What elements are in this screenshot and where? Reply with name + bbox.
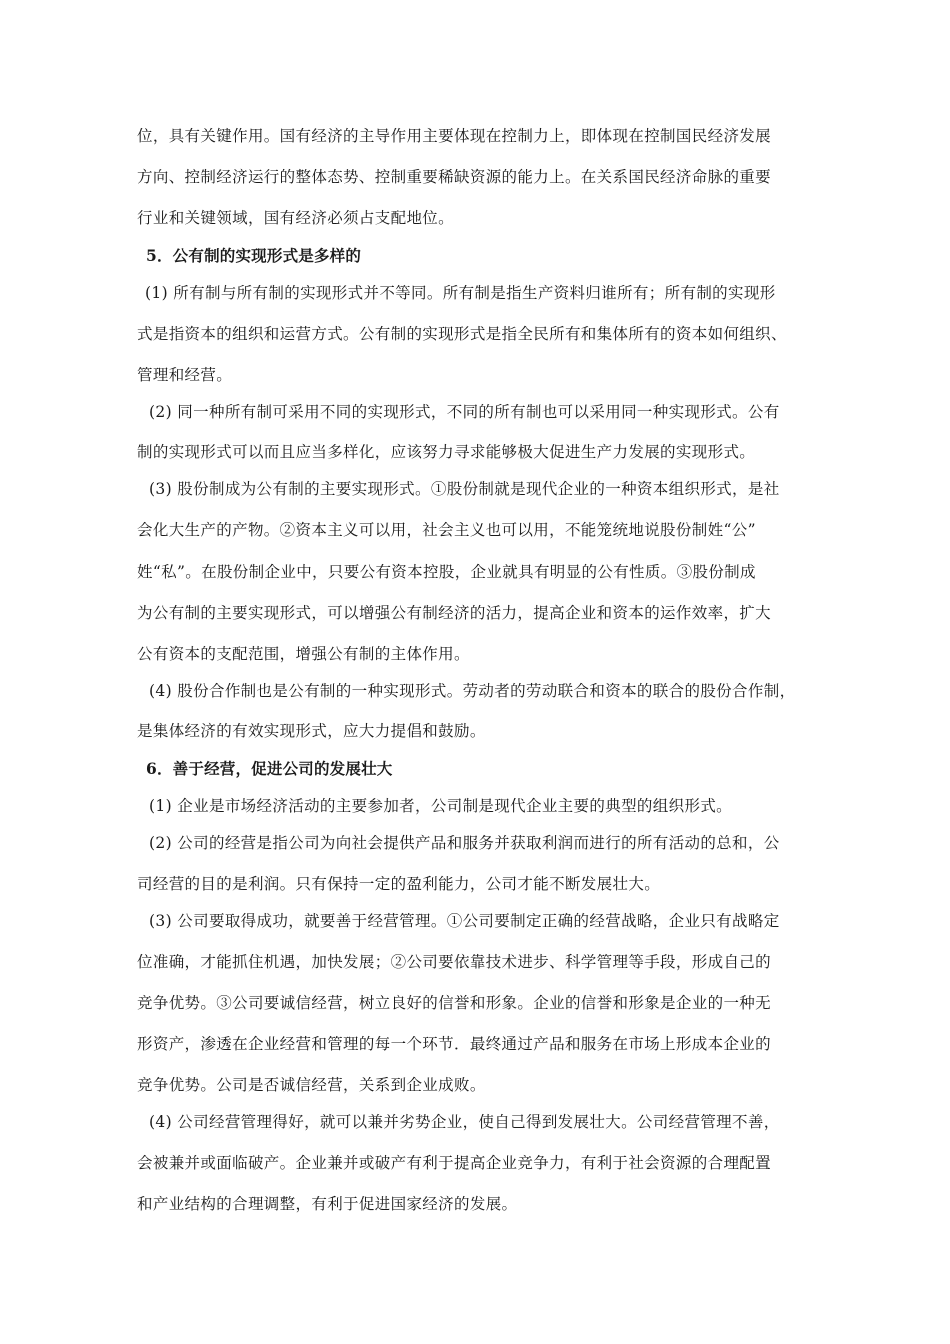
text-line: (3) 股份制成为公有制的主要实现形式。①股份制就是现代企业的一种资本组织形式，是社 bbox=[149, 480, 780, 498]
text-line: (1) 企业是市场经济活动的主要参加者，公司制是现代企业主要的典型的组织形式。 bbox=[149, 797, 733, 815]
text-line: 为公有制的主要实现形式，可以增强公有制经济的活力，提高企业和资本的运作效率，扩大 bbox=[137, 604, 772, 622]
text-line: 会化大生产的产物。②资本主义可以用，社会主义也可以用，不能笼统地说股份制姓“公” bbox=[137, 521, 756, 539]
text-line: 会被兼并或面临破产。企业兼并或破产有利于提高企业竞争力，有利于社会资源的合理配置 bbox=[137, 1154, 772, 1172]
text-line: 行业和关键领域，国有经济必须占支配地位。 bbox=[137, 209, 455, 227]
text-line: 制的实现形式可以而且应当多样化，应该努力寻求能够极大促进生产力发展的实现形式。 bbox=[137, 443, 756, 461]
text-line: 管理和经营。 bbox=[137, 366, 233, 384]
text-line: (4) 股份合作制也是公有制的一种实现形式。劳动者的劳动联合和资本的联合的股份合作制， bbox=[149, 682, 796, 700]
text-line: (1) 所有制与所有制的实现形式并不等同。所有制是指生产资料归谁所有；所有制的实现形 bbox=[145, 284, 776, 302]
text-line: 姓“私”。在股份制企业中，只要公有资本控股，企业就具有明显的公有性质。③股份制成 bbox=[137, 563, 756, 581]
text-line: 形资产，渗透在企业经营和管理的每一个环节．最终通过产品和服务在市场上形成本企业的 bbox=[137, 1035, 772, 1053]
text-line: 司经营的目的是利润。只有保持一定的盈利能力，公司才能不断发展壮大。 bbox=[137, 875, 661, 893]
text-line: 位，具有关键作用。国有经济的主导作用主要体现在控制力上，即体现在控制国民经济发展 bbox=[137, 127, 772, 145]
section-heading-5: 5．公有制的实现形式是多样的 bbox=[146, 246, 362, 265]
text-line: (4) 公司经营管理得好，就可以兼并劣势企业，使自己得到发展壮大。公司经营管理不善， bbox=[149, 1113, 780, 1131]
text-line: 公有资本的支配范围，增强公有制的主体作用。 bbox=[137, 645, 470, 663]
text-line: (3) 公司要取得成功，就要善于经营管理。①公司要制定正确的经营战略，企业只有战略定 bbox=[149, 912, 780, 930]
text-line: (2) 同一种所有制可采用不同的实现形式，不同的所有制也可以采用同一种实现形式。公有 bbox=[149, 403, 780, 421]
text-line: 竞争优势。公司是否诚信经营，关系到企业成败。 bbox=[137, 1076, 486, 1094]
text-line: (2) 公司的经营是指公司为向社会提供产品和服务并获取利润而进行的所有活动的总和，公 bbox=[149, 834, 780, 852]
text-line: 和产业结构的合理调整，有利于促进国家经济的发展。 bbox=[137, 1195, 518, 1213]
text-line: 竞争优势。③公司要诚信经营，树立良好的信誉和形象。企业的信誉和形象是企业的一种无 bbox=[137, 994, 772, 1012]
text-line: 是集体经济的有效实现形式，应大力提倡和鼓励。 bbox=[137, 722, 486, 740]
text-line: 位准确，才能抓住机遇，加快发展；②公司要依靠技术进步、科学管理等手段，形成自己的 bbox=[137, 953, 772, 971]
text-line: 式是指资本的组织和运营方式。公有制的实现形式是指全民所有和集体所有的资本如何组织、 bbox=[137, 325, 787, 343]
section-heading-6: 6．善于经营，促进公司的发展壮大 bbox=[146, 759, 393, 778]
text-line: 方向、控制经济运行的整体态势、控制重要稀缺资源的能力上。在关系国民经济命脉的重要 bbox=[137, 168, 772, 186]
